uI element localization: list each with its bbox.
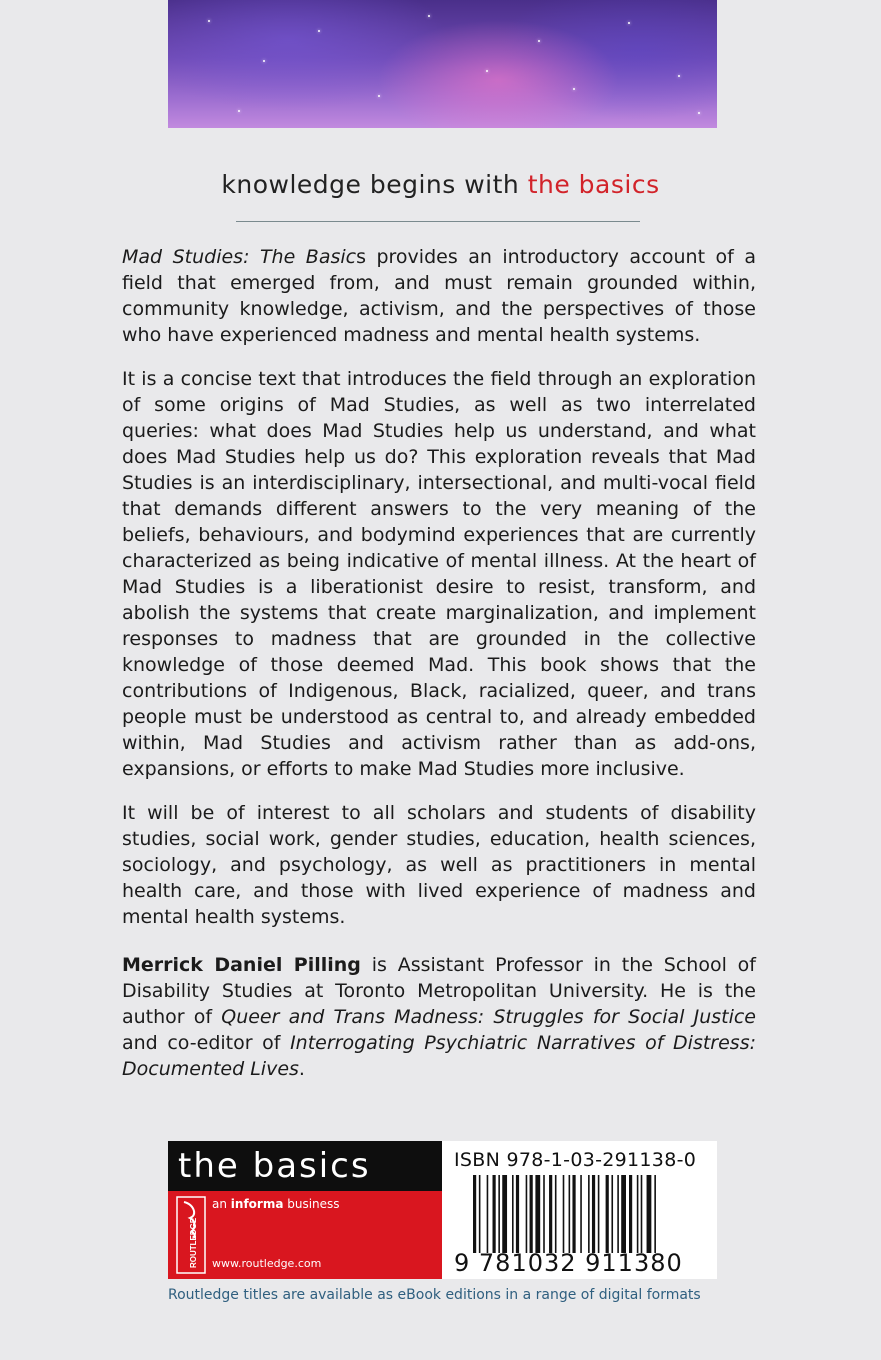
paragraph-description: It is a concise text that introduces the field through an exploration of some origins of Mad Studies, as well as two interrelated queries: what does Mad Studies help us understand, and what does Mad Studies help us do? This exploration reveals that Mad Studies is an interdisciplinary, intersectional, and multi-vocal field that demands different answers to the very meaning of the beliefs, behaviours, and bodymind experiences that are currently characterized as being indicative of mental illness. At the heart of Mad Studies is a liberationist desire to resist, transform, and abolish the systems that create marginalization, and implement responses to madness that are grounded in the collective knowledge of those deemed Mad. This book shows that the contributions of Indigenous, Black, racialized, queer, and trans people must be understood as central to, and already embedded within, Mad Studies and activism rather than as add-ons, expansions, or efforts to make Mad Studies more inclusive. [122, 368, 756, 780]
barcode-bar [487, 1175, 489, 1253]
star [573, 88, 575, 90]
tagline [0, 170, 881, 199]
author-bio-text: is Assistant Professor in the School of Disability Studies at Toronto Metropolitan University. He is the author of [122, 954, 756, 1028]
ebook-note: Routledge titles are available as eBook editions in a range of digital formats [168, 1287, 701, 1303]
informa-prefix: an [212, 1197, 231, 1211]
barcode-bar [592, 1175, 595, 1253]
barcode-bar [535, 1175, 540, 1253]
author-name: Merrick Daniel Pilling [122, 954, 361, 976]
star [208, 20, 210, 22]
star [428, 15, 430, 17]
series-title-band [168, 1141, 442, 1191]
star [263, 60, 265, 62]
series-logo-block [168, 1141, 442, 1279]
barcode-bar [598, 1175, 600, 1253]
isbn-label: ISBN 978-1-03-291138-0 [454, 1149, 697, 1171]
paragraph-audience: It will be of interest to all scholars and students of disability studies, social work, gender studies, education, health sciences, sociology, and psychology, as well as practitioners in mental health care, and those with lived experience of madness and mental health systems. [122, 802, 756, 928]
divider [236, 221, 640, 222]
barcode-bar [641, 1175, 643, 1253]
barcode [473, 1175, 703, 1253]
barcode-bar [617, 1175, 619, 1253]
star [678, 75, 680, 77]
book-title: Mad Studies: The Basic [122, 246, 357, 268]
barcode-bar [543, 1175, 545, 1253]
barcode-bar [588, 1175, 590, 1253]
barcode-bar [530, 1175, 533, 1253]
publisher-panel [168, 1141, 717, 1279]
star [538, 40, 540, 42]
barcode-bar [555, 1175, 557, 1253]
barcode-bar [502, 1175, 507, 1253]
star [238, 110, 240, 112]
barcode-bar [580, 1175, 582, 1253]
informa-suffix: business [283, 1197, 340, 1211]
informa-tagline [212, 1197, 340, 1211]
barcode-bar [498, 1175, 500, 1253]
star [698, 112, 700, 114]
paragraph-intro-text: s provides an introductory account of a field that emerged from, and must remain grounded within, community knowledge, activism, and the perspectives of those who have experienced madness and mental health systems. [122, 246, 756, 346]
star [486, 70, 488, 72]
author-bio [122, 952, 756, 1082]
author-book-2: Interrogating Psychiatric Narratives of Distress: Documented Lives [122, 1032, 756, 1080]
star [378, 95, 380, 97]
barcode-bar [606, 1175, 609, 1253]
barcode-bar [526, 1175, 528, 1253]
barcode-bar [637, 1175, 639, 1253]
paragraph-intro [122, 244, 756, 348]
barcode-digits: 9 781032 911380 [454, 1249, 683, 1277]
star [628, 22, 630, 24]
author-bio-text: . [298, 1058, 305, 1080]
barcode-bar [647, 1175, 652, 1253]
barcode-bar [629, 1175, 632, 1253]
cover-image [168, 0, 717, 128]
tagline-accent: the basics [527, 170, 660, 199]
barcode-bar [473, 1175, 476, 1253]
barcode-bar [549, 1175, 552, 1253]
blurb [122, 244, 756, 1100]
barcode-bar [572, 1175, 575, 1253]
barcode-bar [621, 1175, 626, 1253]
author-bio-text: and co-editor of [122, 1032, 291, 1054]
barcode-bar [611, 1175, 613, 1253]
author-book-1: Queer and Trans Madness: Struggles for Social Justice [221, 1006, 756, 1028]
barcode-bar [479, 1175, 481, 1253]
routledge-wordmark: ROUTLEDGE [189, 1217, 198, 1268]
barcode-bar [563, 1175, 565, 1253]
barcode-bar [512, 1175, 514, 1253]
barcode-bar [569, 1175, 571, 1253]
routledge-url: www.routledge.com [212, 1257, 322, 1270]
barcode-bar [516, 1175, 519, 1253]
series-title: the basics [178, 1146, 371, 1186]
star [318, 30, 320, 32]
barcode-bar [493, 1175, 496, 1253]
barcode-bar [654, 1175, 656, 1253]
tagline-prefix: knowledge begins with [221, 170, 528, 199]
routledge-logo [176, 1196, 206, 1274]
informa-name: informa [230, 1197, 284, 1211]
